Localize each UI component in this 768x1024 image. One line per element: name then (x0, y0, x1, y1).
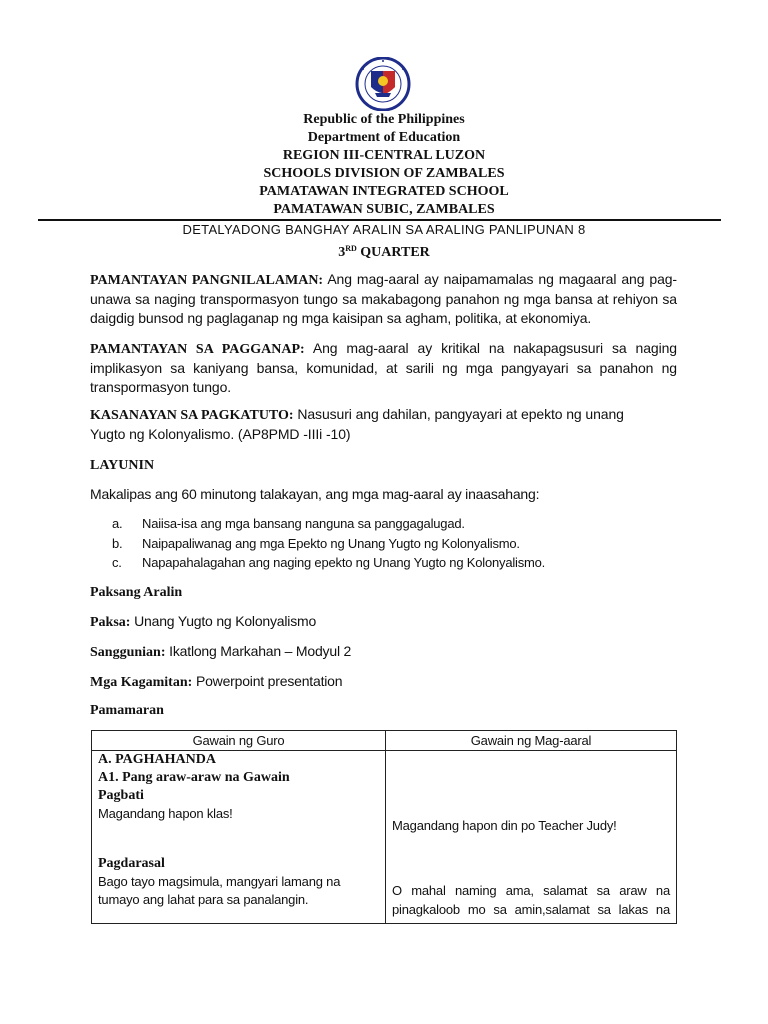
teacher-prayer-line: Bago tayo magsimula, mangyari lamang na (98, 874, 341, 889)
quarter-word: QUARTER (356, 245, 430, 260)
objective-item (112, 514, 465, 533)
daily-routine-heading: A1. Pang araw-araw na Gawain (98, 770, 290, 785)
topic-value: Unang Yugto ng Kolonyalismo (130, 613, 317, 629)
reference-value: Ikatlong Markahan – Modyul 2 (165, 643, 352, 659)
learning-competency-label: KASANAYAN SA PAGKATUTO: (90, 408, 294, 423)
subject-matter-heading: Paksang Aralin (90, 585, 183, 600)
objective-text: Naiisa-isa ang mga bansang nanguna sa panggagalugad. (142, 516, 465, 531)
prayer-heading: Pagdarasal (98, 856, 165, 871)
content-standard (90, 270, 677, 328)
objectives-intro: Makalipas ang 60 minutong talakayan, ang mga mag-aaral ay inaasahang: (90, 486, 540, 502)
topic-line (90, 612, 316, 632)
header-school: PAMATAWAN INTEGRATED SCHOOL (259, 184, 509, 199)
header-division: SCHOOLS DIVISION OF ZAMBALES (263, 166, 505, 181)
content-standard-text: Ang mag-aaral ay naipamamalas ng magaaral ang pag-unawa sa naging transpormasyon tungo sa makabagong panahon ng mga bansa at rehiyon sa daigdig bunsod ng paglaganap ng mga kaisipan sa agham, politika, at ekonomiya. (90, 271, 677, 326)
student-prayer-line: O mahal naming ama, salamat sa araw na (392, 883, 670, 898)
quarter-suffix: RD (345, 244, 357, 253)
table-column-divider (385, 731, 386, 923)
objective-item (112, 534, 520, 553)
deped-seal-logo (339, 57, 427, 111)
lesson-plan-title: DETALYADONG BANGHAY ARALIN SA ARALING PANLIPUNAN 8 (182, 222, 586, 237)
quarter-heading (0, 239, 768, 263)
procedure-heading: Pamamaran (90, 703, 164, 718)
performance-standard-text: Ang mag-aaral ay kritikal na nakapagsusuri sa naging implikasyon sa kaniyang bansa, komunidad, at sarili ng mga pangyayari sa panahon ng transpormasyon tungo. (90, 340, 677, 395)
quarter-number: 3 (338, 245, 346, 260)
header-republic: Republic of the Philippines (303, 112, 465, 127)
content-standard-label: PAMANTAYAN PANGNILALAMAN: (90, 273, 324, 288)
materials-line (90, 672, 342, 692)
preparation-heading: A. PAGHAHANDA (98, 752, 216, 767)
column-header-student: Gawain ng Mag-aaral (470, 733, 592, 748)
column-header-teacher: Gawain ng Guro (192, 733, 285, 748)
reference-line (90, 642, 351, 662)
objectives-heading: LAYUNIN (90, 458, 155, 473)
learning-competency (90, 405, 677, 444)
learning-competency-text-1: Nasusuri ang dahilan, pangyayari at epekto ng unang (293, 406, 624, 422)
topic-label: Paksa: (90, 615, 131, 630)
procedure-table (91, 730, 677, 924)
student-greeting: Magandang hapon din po Teacher Judy! (392, 818, 617, 833)
objective-text: Naipapaliwanag ang mga Epekto ng Unang Yugto ng Kolonyalismo. (142, 536, 520, 551)
teacher-greeting: Magandang hapon klas! (98, 806, 233, 821)
reference-label: Sanggunian: (90, 645, 166, 660)
objective-item (112, 553, 545, 572)
materials-label: Mga Kagamitan: (90, 675, 193, 690)
objective-marker: a. (112, 516, 123, 531)
objective-marker: b. (112, 536, 123, 551)
performance-standard (90, 339, 677, 397)
header-address: PAMATAWAN SUBIC, ZAMBALES (273, 202, 495, 217)
objective-text: Napapahalagahan ang naging epekto ng Unang Yugto ng Kolonyalismo. (142, 555, 546, 570)
materials-value: Powerpoint presentation (192, 673, 343, 689)
learning-competency-text-2: Yugto ng Kolonyalismo. (AP8PMD -IIIi -10) (90, 426, 351, 442)
header-department: Department of Education (307, 130, 461, 145)
student-prayer-line: pinagkaloob mo sa amin,salamat sa lakas na (392, 902, 670, 917)
performance-standard-label: PAMANTAYAN SA PAGGANAP: (90, 342, 305, 357)
teacher-prayer-line: tumayo ang lahat para sa panalangin. (98, 892, 309, 907)
objective-marker: c. (112, 555, 122, 570)
header-region: REGION III-CENTRAL LUZON (282, 148, 486, 163)
greeting-heading: Pagbati (98, 788, 144, 803)
